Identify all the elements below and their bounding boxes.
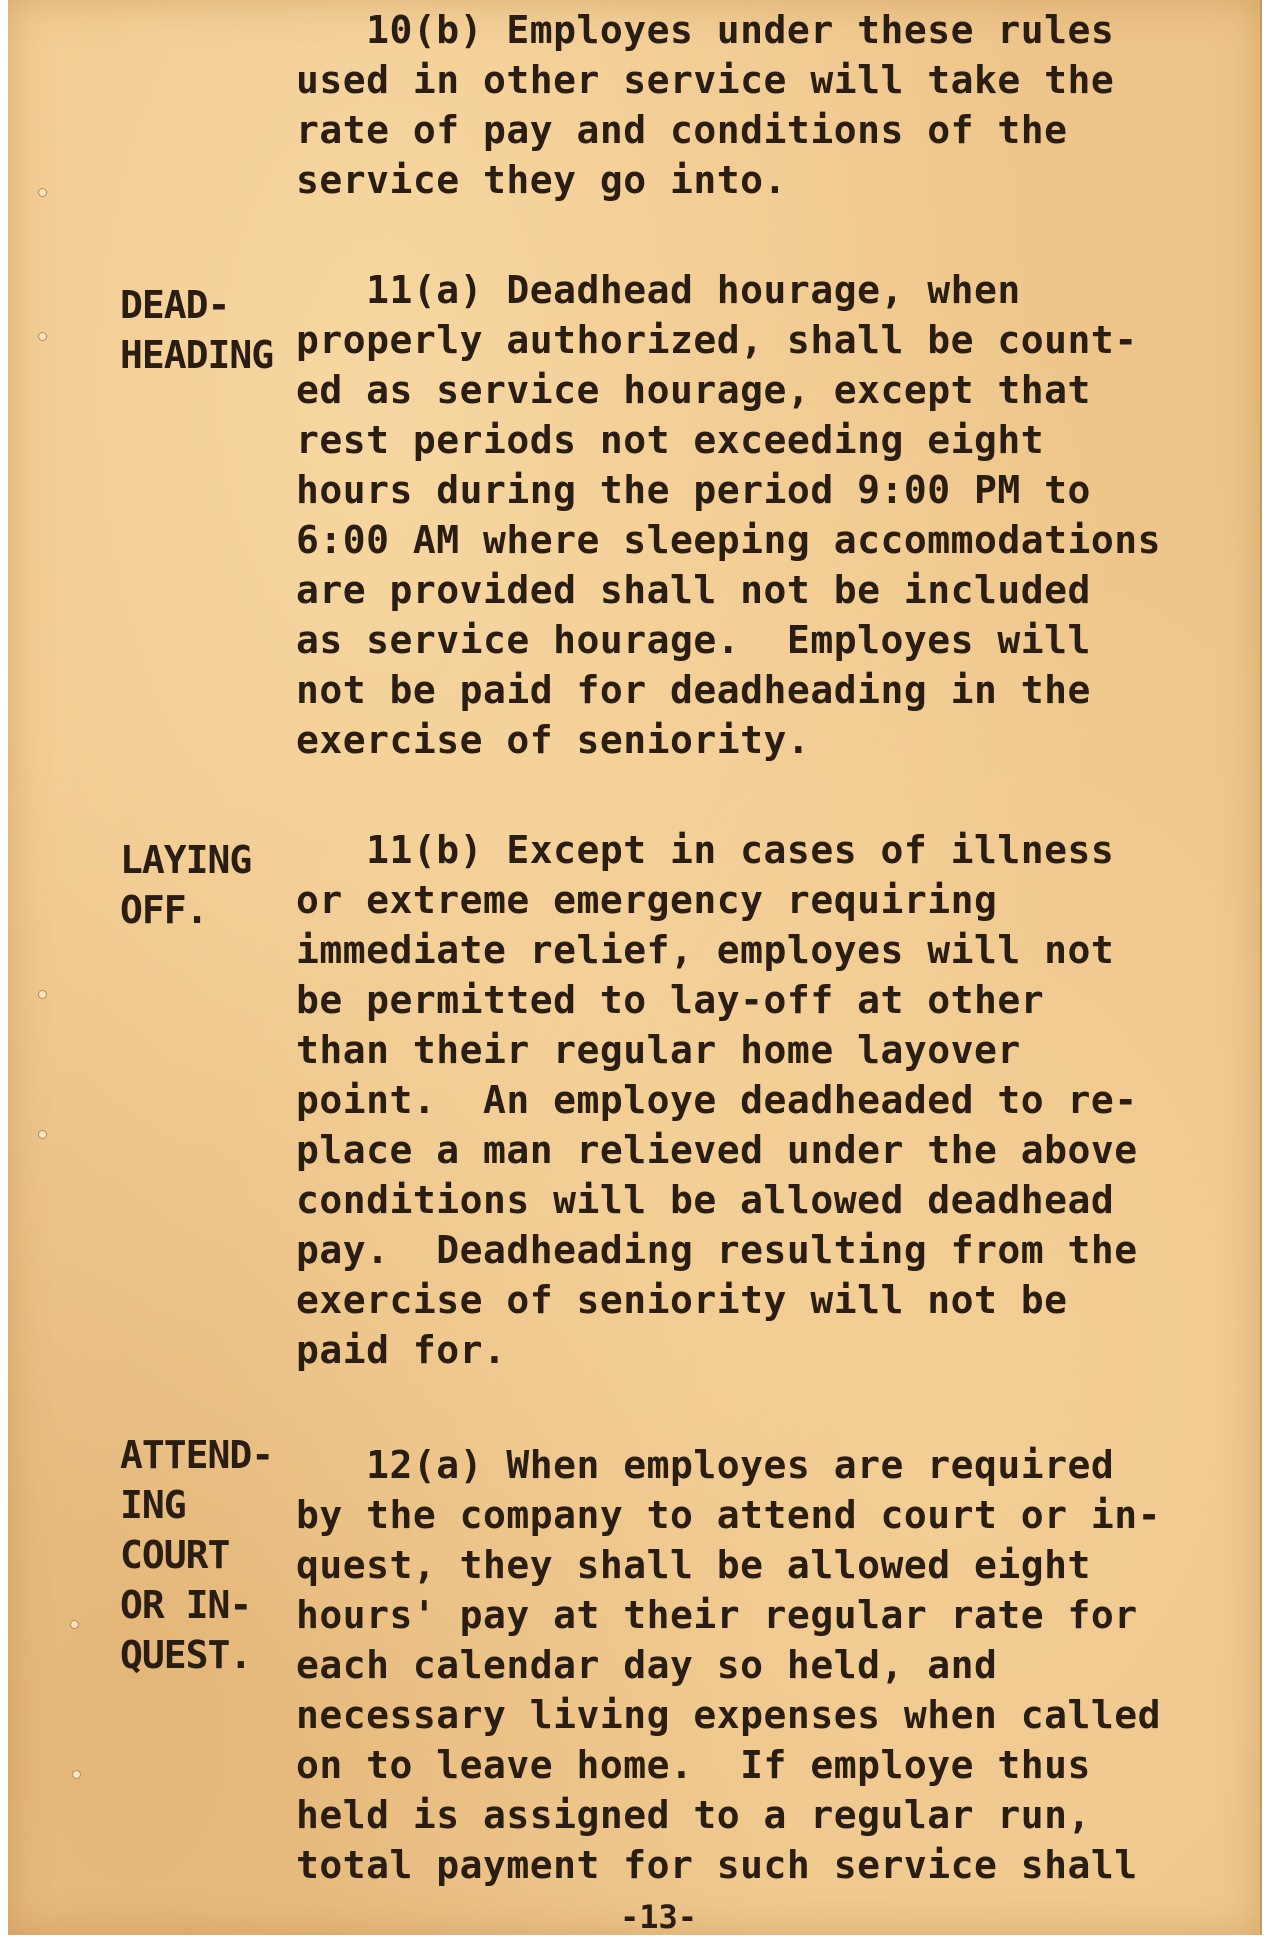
binding-hole: [38, 188, 47, 197]
section-10b-text: 10(b) Employes under these rules used in other service will take the rate of pay and conditions of the service they go into.: [296, 8, 1115, 202]
section-12a-text: 12(a) When employes are required by the company to attend court or in- quest, they shall be allowed eight hours' pay at their regular rate for each calendar day so held, and necessary living expenses when called on to leave home. If employe thus held is assigned to a regular run, total payment for such service shall: [296, 1443, 1161, 1887]
binding-hole: [70, 1620, 79, 1629]
binding-hole: [38, 1130, 47, 1139]
binding-hole: [72, 1770, 81, 1779]
section-11a-text: 11(a) Deadhead hourage, when properly authorized, shall be count- ed as service hourage, except that rest periods not exceeding eight hours during the period 9:00 PM to 6:00 AM where sleeping accommodations are provided shall not be included as service hourage. Employes will not be paid for deadheading in the exercise of seniority.: [296, 268, 1161, 762]
attending-court-heading: ATTEND- ING COURT OR IN- QUEST.: [120, 1433, 274, 1677]
laying-off-heading: LAYING OFF.: [120, 838, 252, 932]
binding-hole: [38, 990, 47, 999]
section-11b-text: 11(b) Except in cases of illness or extreme emergency requiring immediate relief, employes will not be permitted to lay-off at other than their regular home layover point. An employe deadheaded to re- place a man relieved under the above conditions will be allowed deadhead pay. Deadheading resulting from the exercise of seniority will not be paid for.: [296, 828, 1138, 1372]
binding-hole: [38, 332, 47, 341]
deadheading-heading: DEAD- HEADING: [120, 283, 274, 377]
page-number: -13-: [620, 1898, 698, 1936]
